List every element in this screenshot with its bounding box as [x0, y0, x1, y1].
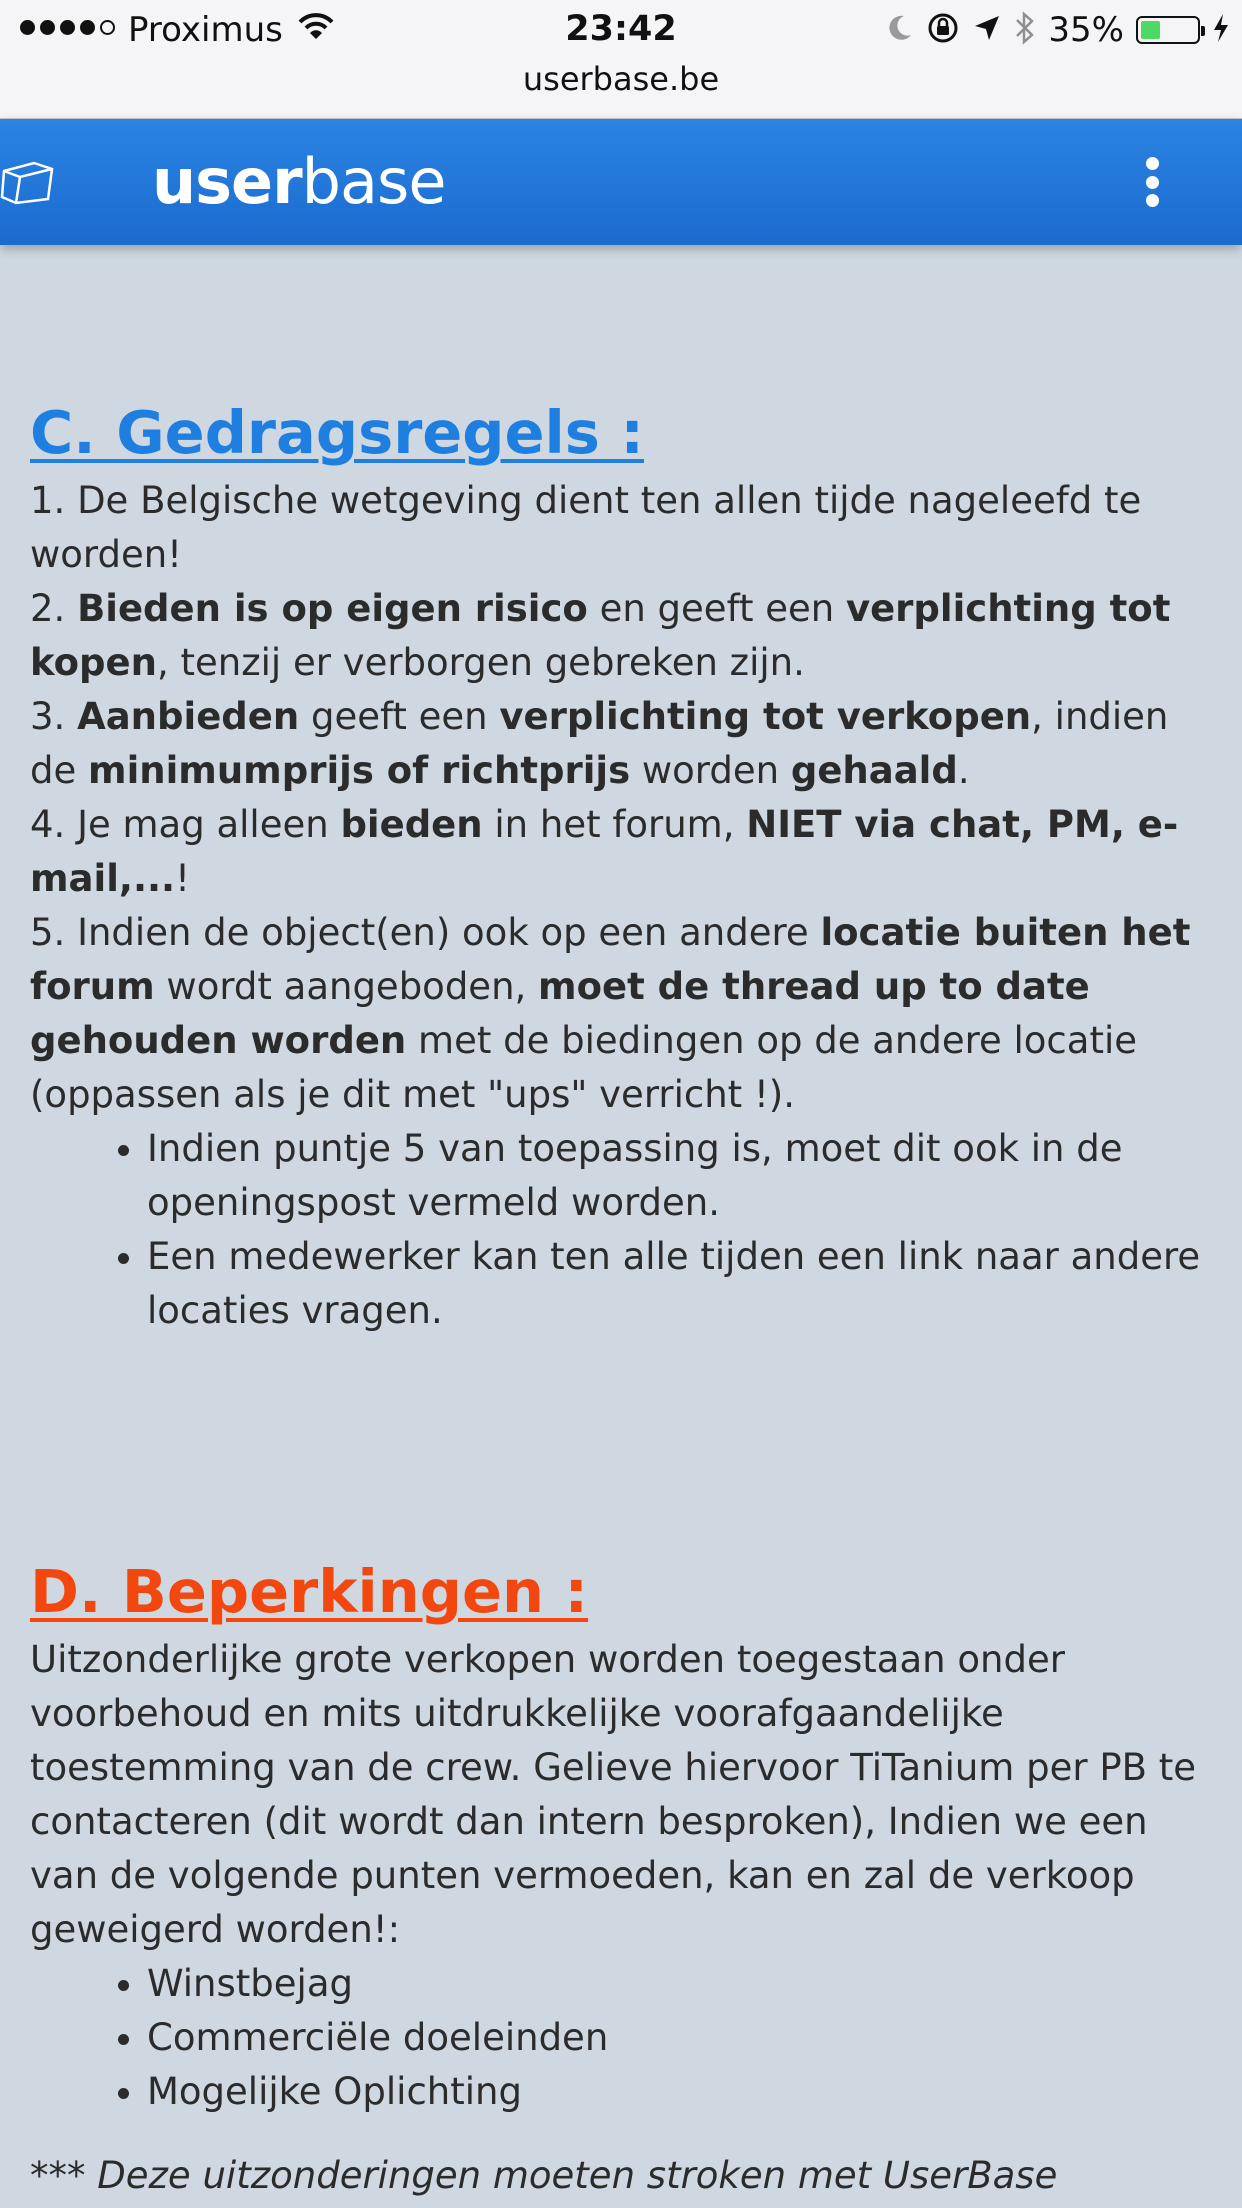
bluetooth-icon	[1014, 11, 1036, 49]
section-d-title: D. Beperkingen :	[30, 1557, 589, 1626]
charging-bolt-icon	[1212, 13, 1230, 47]
list-item: • Mogelijke Oplichting	[147, 2065, 1222, 2119]
list-item: • Commerciële doeleinden	[147, 2011, 1222, 2065]
section-c-title: C. Gedragsregels :	[30, 398, 645, 467]
list-item: • Een medewerker kan ten alle tijden een link naar andere locaties vragen.	[147, 1230, 1222, 1338]
logo-user: user	[152, 145, 302, 218]
site-logo[interactable]	[152, 145, 445, 218]
section-d-footnote: *** Deze uitzonderingen moeten stroken met UserBase	[30, 2154, 1058, 2197]
app-header	[0, 119, 1242, 245]
carrier-name: Proximus	[128, 10, 283, 50]
cube-icon[interactable]	[0, 159, 56, 209]
address-bar-url[interactable]: userbase.be	[522, 60, 720, 98]
location-arrow-icon	[972, 13, 1002, 47]
rule-4: 4. Je mag alleen bieden in het forum, NIET via chat, PM, e-mail,...!	[30, 803, 1179, 900]
rule-2: 2. Bieden is op eigen risico en geeft een verplichting tot kopen, tenzij er verborgen gebreken zijn.	[30, 587, 1171, 684]
status-time: 23:42	[565, 9, 677, 49]
moon-icon	[884, 13, 914, 47]
rule-5: 5. Indien de object(en) ook op een andere locatie buiten het forum wordt aangeboden, moet de thread up to date gehouden worden met de biedingen op de andere locatie (oppassen als je dit met "ups" verricht !).	[30, 911, 1191, 1116]
section-d-bullets	[30, 1957, 1222, 2119]
list-item: • Indien puntje 5 van toepassing is, moet dit ook in de openingspost vermeld worden.	[147, 1122, 1222, 1230]
section-c-rules	[30, 474, 1222, 1122]
kebab-menu-icon[interactable]	[1144, 157, 1160, 207]
list-item: • Winstbejag	[147, 1957, 1222, 2011]
article-content	[30, 392, 1222, 2203]
battery-icon	[1136, 16, 1200, 44]
logo-base: base	[301, 145, 446, 218]
rule-1: 1. De Belgische wetgeving dient ten allen tijde nageleefd te worden!	[30, 479, 1142, 576]
section-d-intro: Uitzonderlijke grote verkopen worden toegestaan onder voorbehoud en mits uitdrukkelijke voorafgaandelijke toestemming van de crew. Gelieve hiervoor TiTanium per PB te contacteren (dit wordt dan intern besproken), Indien we een van de volgende punten vermoeden, kan en zal de verkoop geweigerd worden!:	[30, 1638, 1197, 1951]
status-bar	[0, 0, 1242, 119]
battery-level-fill	[1141, 21, 1160, 39]
section-c-bullets	[30, 1122, 1222, 1338]
orientation-lock-icon	[926, 11, 960, 49]
battery-percentage: 35%	[1048, 10, 1124, 50]
rule-3: 3. Aanbieden geeft een verplichting tot verkopen, indien de minimumprijs of richtprijs worden gehaald.	[30, 695, 1169, 792]
